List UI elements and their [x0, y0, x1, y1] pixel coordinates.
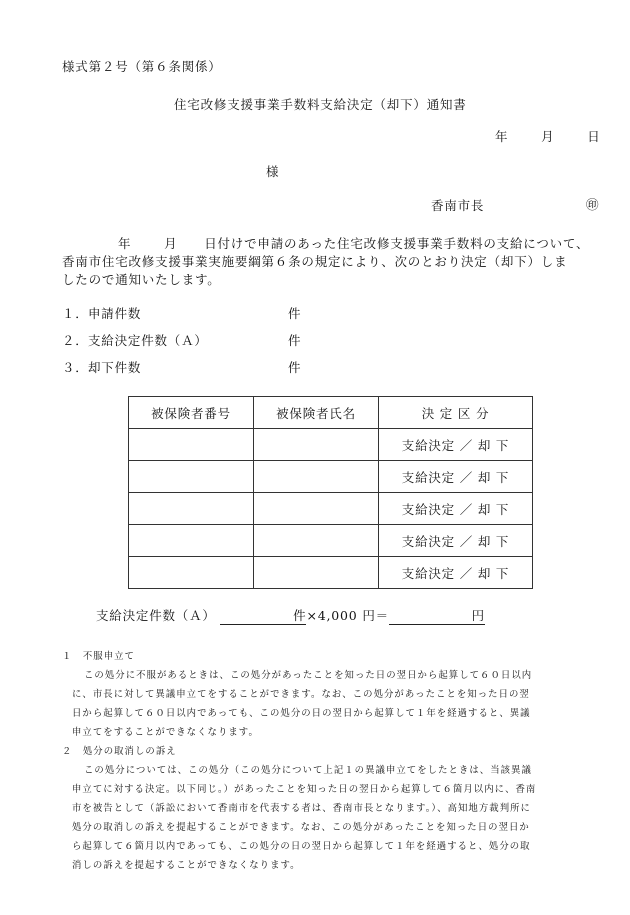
decision-cell: 支給決定 ／ 却 下: [379, 557, 533, 589]
item-label: 支給決定件数（Ａ）: [88, 333, 208, 348]
note-2-line: 処分の取消しの訴えを提起することができます。なお、この処分があったことを知った日の翌日か: [72, 822, 530, 833]
form-label: 様式第２号（第６条関係）: [62, 59, 222, 74]
item-label: 却下件数: [88, 360, 142, 375]
date-day: 日: [587, 129, 601, 144]
table-row: [129, 493, 533, 525]
note-1-line: に、市長に対して異議申立てをすることができます。なお、この処分があったことを知った日の翌: [72, 689, 530, 700]
body-line-1-rest: 日付けで申請のあった住宅改修支援事業手数料の支給について、: [204, 236, 590, 251]
insured-number-cell: [129, 429, 254, 461]
calc-count-blank: [220, 606, 306, 625]
insured-name-cell: [254, 493, 379, 525]
insured-name-cell: [254, 429, 379, 461]
summary-item-3: [62, 358, 141, 376]
calculation-line: [96, 606, 485, 625]
insured-number-cell: [129, 525, 254, 557]
item-number: １．: [62, 306, 89, 321]
table-row: [129, 461, 533, 493]
table-row: [129, 525, 533, 557]
header-decision-category: 決 定 区 分: [379, 397, 533, 429]
note-2-line: 申立てに対する決定。以下同じ。）があったことを知った日の翌日から起算して６箇月以内に、香南: [72, 784, 537, 795]
note-2-line: この処分については、この処分（この処分について上記１の異議申立てをしたときは、当該異議: [84, 765, 532, 776]
insured-name-cell: [254, 557, 379, 589]
calc-multiplier: ×4,000 円＝: [306, 608, 389, 623]
summary-item-1-unit: 件: [288, 306, 302, 321]
issuer-name: 香南市長: [431, 198, 485, 213]
summary-item-2: [62, 331, 208, 349]
decision-table: [128, 396, 533, 589]
body-year: 年: [118, 236, 132, 251]
body-line-3: したので通知いたします。: [62, 272, 221, 287]
body-line-1: [118, 234, 589, 252]
insured-name-cell: [254, 461, 379, 493]
body-line-2: 香南市住宅改修支援事業実施要綱第６条の規定により、次のとおり決定（却下）しま: [62, 254, 568, 269]
note-1-line: この処分に不服があるときは、この処分があったことを知った日の翌日から起算して６０日以内: [84, 670, 533, 681]
table-row: [129, 557, 533, 589]
note-1-line: 日から起算して６０日以内であっても、この処分の日の翌日から起算して１年を経過すると、異議: [72, 708, 531, 719]
note-1-title: １ 不服申立て: [62, 651, 135, 662]
calc-amount-blank: [389, 606, 485, 625]
decision-cell: 支給決定 ／ 却 下: [379, 493, 533, 525]
addressee-suffix: 様: [266, 164, 280, 179]
calc-label: 支給決定件数（Ａ）: [96, 608, 216, 623]
decision-cell: 支給決定 ／ 却 下: [379, 429, 533, 461]
insured-number-cell: [129, 557, 254, 589]
summary-item-1: [62, 304, 141, 322]
decision-cell: 支給決定 ／ 却 下: [379, 461, 533, 493]
item-number: ３．: [62, 360, 89, 375]
date-line: [495, 127, 601, 145]
item-number: ２．: [62, 333, 89, 348]
header-insured-number: 被保険者番号: [129, 397, 254, 429]
date-month: 月: [541, 129, 555, 144]
calc-currency: 円: [471, 608, 485, 623]
body-month: 月: [164, 236, 178, 251]
note-2-line: ら起算して６箇月以内であっても、この処分の日の翌日から起算して１年を経過すると、処分の取: [72, 841, 531, 852]
calc-unit: 件: [293, 608, 307, 623]
note-2-line: 消しの訴えを提起することができなくなります。: [72, 860, 301, 871]
note-2-title: ２ 処分の取消しの訴え: [62, 746, 177, 757]
header-insured-name: 被保険者氏名: [254, 397, 379, 429]
note-1-line: 申立てをすることができなくなります。: [72, 727, 259, 738]
summary-item-2-unit: 件: [288, 333, 302, 348]
item-label: 申請件数: [88, 306, 142, 321]
table-row: [129, 429, 533, 461]
insured-number-cell: [129, 461, 254, 493]
insured-name-cell: [254, 525, 379, 557]
seal-mark: ㊞: [586, 197, 600, 212]
insured-number-cell: [129, 493, 254, 525]
date-year: 年: [495, 129, 509, 144]
note-2-line: 市を被告として（訴訟において香南市を代表する者は、香南市長となります。）、高知地方裁判所に: [72, 803, 531, 814]
table-header-row: [129, 397, 533, 429]
decision-cell: 支給決定 ／ 却 下: [379, 525, 533, 557]
summary-item-3-unit: 件: [288, 360, 302, 375]
document-title: 住宅改修支援事業手数料支給決定（却下）通知書: [174, 97, 467, 112]
